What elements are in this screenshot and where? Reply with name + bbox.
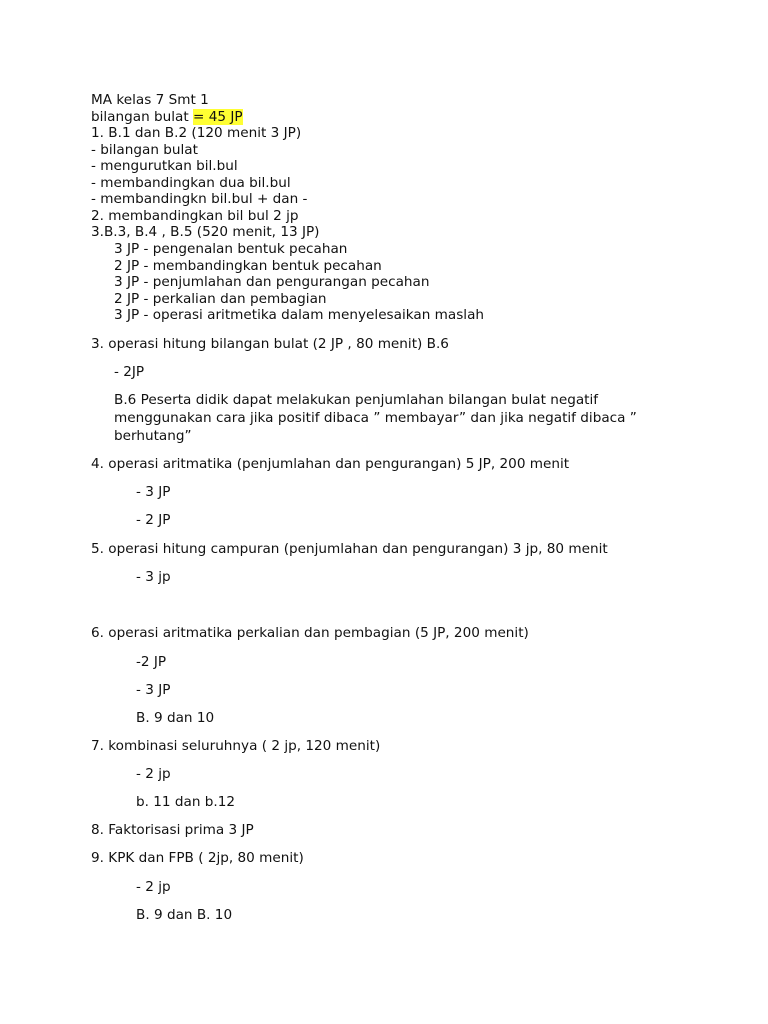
doc-line: 3. operasi hitung bilangan bulat (2 JP , 80 menit) B.6	[91, 336, 449, 352]
doc-line: - 2 jp	[136, 879, 171, 895]
doc-line: - 2 JP	[136, 512, 171, 528]
doc-line: - 3 JP	[136, 682, 171, 698]
doc-line: -2 JP	[136, 654, 167, 670]
doc-line: 3 JP - operasi aritmetika dalam menyelesaikan maslah	[114, 307, 485, 323]
doc-line: 2 JP - membandingkan bentuk pecahan	[114, 258, 382, 274]
doc-line: - 3 jp	[136, 569, 171, 585]
doc-line: - membandingkn bil.bul + dan -	[91, 191, 308, 207]
doc-line: 7. kombinasi seluruhnya ( 2 jp, 120 menit)	[91, 738, 381, 754]
doc-line: B. 9 dan B. 10	[136, 907, 233, 923]
doc-line: - mengurutkan bil.bul	[91, 158, 238, 174]
doc-line: b. 11 dan b.12	[136, 794, 236, 810]
doc-line: - 3 JP	[136, 484, 171, 500]
doc-line: 8. Faktorisasi prima 3 JP	[91, 822, 254, 838]
doc-line: - 2 jp	[136, 766, 171, 782]
doc-line	[91, 109, 243, 126]
highlighted-text: = 45 JP	[193, 109, 243, 125]
doc-line: B.6 Peserta didik dapat melakukan penjumlahan bilangan bulat negatif	[114, 392, 599, 408]
doc-line: menggunakan cara jika positif dibaca ” membayar” dan jika negatif dibaca ”	[114, 410, 637, 426]
doc-line: B. 9 dan 10	[136, 710, 215, 726]
doc-line: 2. membandingkan bil bul 2 jp	[91, 208, 299, 224]
doc-line: 1. B.1 dan B.2 (120 menit 3 JP)	[91, 125, 302, 141]
doc-line: 3 JP - penjumlahan dan pengurangan pecahan	[114, 274, 430, 290]
doc-line: - bilangan bulat	[91, 142, 198, 158]
doc-line: 5. operasi hitung campuran (penjumlahan dan pengurangan) 3 jp, 80 menit	[91, 541, 608, 557]
doc-line: 3.B.3, B.4 , B.5 (520 menit, 13 JP)	[91, 224, 320, 240]
doc-line: - 2JP	[114, 364, 145, 380]
doc-line: - membandingkan dua bil.bul	[91, 175, 291, 191]
doc-line: 9. KPK dan FPB ( 2jp, 80 menit)	[91, 850, 304, 866]
doc-line: 6. operasi aritmatika perkalian dan pembagian (5 JP, 200 menit)	[91, 625, 529, 641]
doc-line: berhutang”	[114, 428, 192, 444]
doc-title: MA kelas 7 Smt 1	[91, 92, 209, 108]
doc-text: bilangan bulat	[91, 109, 194, 125]
doc-line: 4. operasi aritmatika (penjumlahan dan pengurangan) 5 JP, 200 menit	[91, 456, 570, 472]
doc-line: 2 JP - perkalian dan pembagian	[114, 291, 327, 307]
doc-line: 3 JP - pengenalan bentuk pecahan	[114, 241, 348, 257]
